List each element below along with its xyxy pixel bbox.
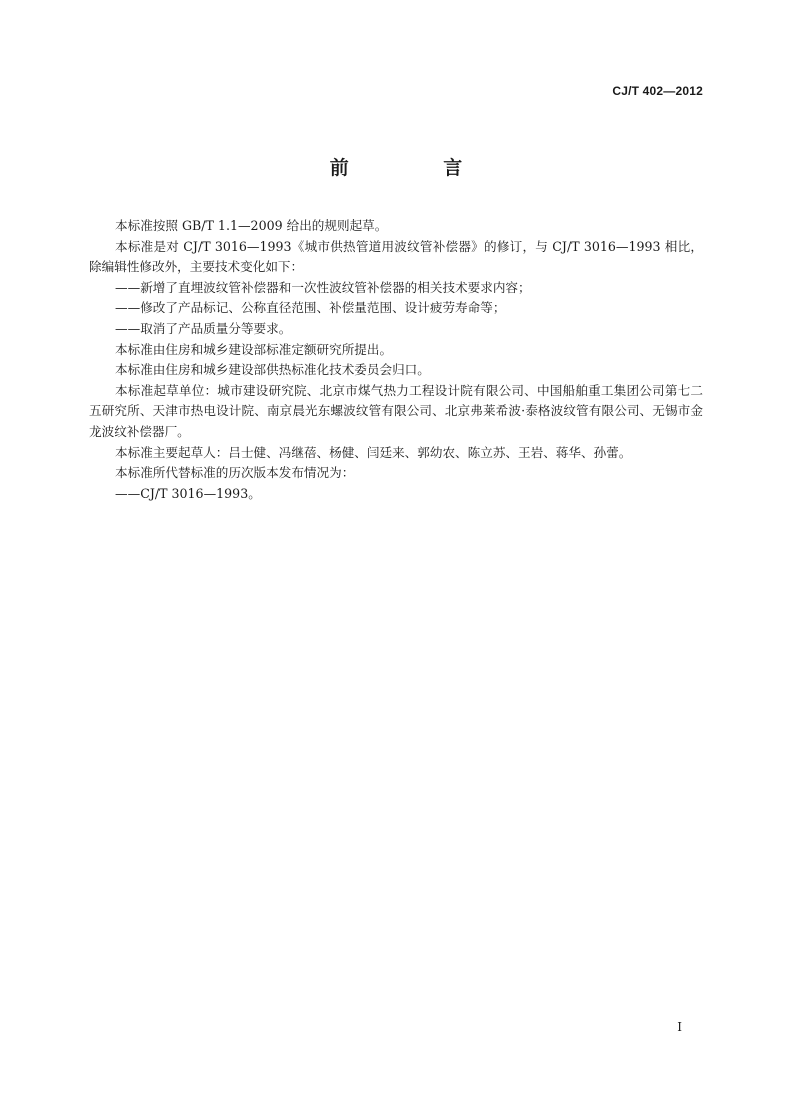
change-item-modified: ——修改了产品标记、公称直径范围、补偿量范围、设计疲劳寿命等；	[115, 300, 506, 316]
paragraph-version-history: 本标准所代替标准的历次版本发布情况为：	[115, 465, 355, 481]
change-item-added: ——新增了直埋波纹管补偿器和一次性波纹管补偿器的相关技术要求内容；	[115, 279, 531, 295]
page-number: I	[677, 1020, 682, 1034]
paragraph-drafters: 本标准主要起草人：吕士健、冯继蓓、杨健、闫廷来、郭幼农、陈立苏、王岩、蒋华、孙蕾。	[115, 444, 632, 460]
page-title: 前 言	[329, 157, 507, 179]
paragraph-centralized-by: 本标准由住房和城乡建设部供热标准化技术委员会归口。	[115, 362, 430, 378]
paragraph-revision-summary: 本标准是对 CJ/T 3016—1993《城市供热管道用波纹管补偿器》的修订，与 CJ/T 3016—1993 相比，除编辑性修改外，主要技术变化如下：	[89, 238, 703, 275]
standard-code: CJ/T 402—2012	[612, 84, 703, 98]
change-item-removed: ——取消了产品质量分等要求。	[115, 320, 292, 336]
paragraph-drafting-rules: 本标准按照 GB/T 1.1—2009 给出的规则起草。	[115, 218, 388, 233]
foreword-body	[89, 216, 703, 504]
paragraph-drafting-units: 本标准起草单位：城市建设研究院、北京市煤气热力工程设计院有限公司、中国船舶重工集团公司第七二五研究所、天津市热电设计院、南京晨光东螺波纹管有限公司、北京弗莱希波·泰格波纹管有限公司、无锡市金龙波纹补偿器厂。	[89, 382, 703, 439]
paragraph-proposed-by: 本标准由住房和城乡建设部标准定额研究所提出。	[115, 341, 393, 357]
version-history-item: ——CJ/T 3016—1993。	[115, 485, 261, 501]
